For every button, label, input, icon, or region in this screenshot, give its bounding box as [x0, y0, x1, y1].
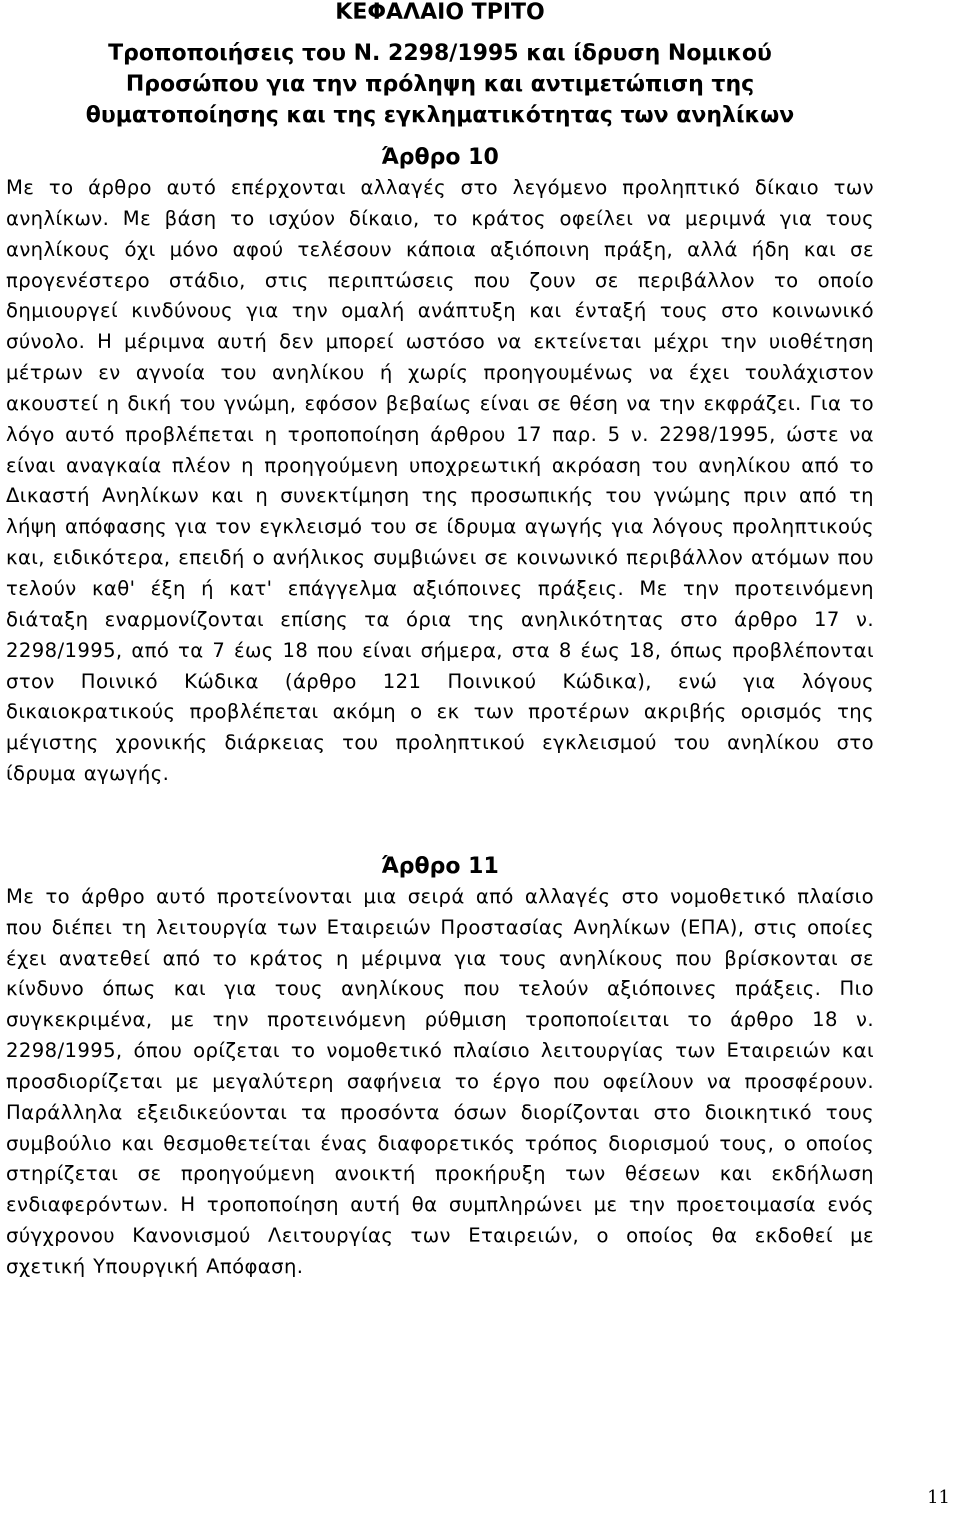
article-11-text: Με το άρθρο αυτό προτείνονται μια σειρά από αλλαγές στο νομοθετικό πλαίσιο που διέπει τη λειτουργία των Εταιρειών Προστασίας Ανηλίκων (ΕΠΑ), στις οποίες έχει ανατεθεί από το κράτος η μέριμνα για τους ανηλίκους που βρίσκονται σε κίνδυνο όπως και για τους ανηλίκους που τελούν αξιόποινες πράξεις. Πιο συγκεκριμένα, με την προτεινόμενη ρύθμιση τροποποίειται το άρθρο 18 ν. 2298/1995, όπου ορίζεται το νομοθετικό πλαίσιο λειτουργίας των Εταιρειών και προσδιορίζεται με μεγαλύτερη σαφήνεια το έργο που οφείλουν να προσφέρουν. Παράλληλα εξειδικεύονται τα προσόντα όσων διορίζονται στο διοικητικό τους συμβούλιο και θεσμοθετείται ένας διαφορετικός τρόπος διορισμού τους, ο οποίος στηρίζεται σε προηγούμενη ανοικτή προκήρυξη των θέσεων και εκδήλωση ενδιαφερόντων. Η τροποποίηση αυτή θα συμπληρώνει με την προετοιμασία ενός σύγχρονου Κανονισμού Λειτουργίας των Εταιρειών, ο οποίος θα εκδοθεί με σχετική Υπουργική Απόφαση. [6, 884, 874, 1278]
article-10-text: Με το άρθρο αυτό επέρχονται αλλαγές στο λεγόμενο προληπτικό δίκαιο των ανηλίκων. Με βάση το ισχύον δίκαιο, το κράτος οφείλει να μεριμνά για τους ανηλίκους όχι μόνο αφού τελέσουν κάποια αξιόποινη πράξη, αλλά ήδη και σε προγενέστερο στάδιο, στις περιπτώσεις που ζουν σε περιβάλλον το οποίο δημιουργεί κινδύνους για την ομαλή ανάπτυξη και ένταξή τους στο κοινωνικό σύνολο. Η μέριμνα αυτή δεν μπορεί ωστόσο να εκτείνεται μέχρι την υιοθέτηση μέτρων εν αγνοία του ανηλίκου ή χωρίς προηγουμένως να έχει τουλάχιστον ακουστεί η δική του γνώμη, εφόσον βεβαίως είναι σε θέση να την εκφράζει. Για το λόγο αυτό προβλέπεται η τροποποίηση άρθρου 17 παρ. 5 ν. 2298/1995, ώστε να είναι αναγκαία πλέον η προηγούμενη υποχρεωτική ακρόαση του ανηλίκου από το Δικαστή Ανηλίκων και η συνεκτίμηση της προσωπικής του γνώμης πριν από τη λήψη απόφασης για τον εγκλεισμό του σε ίδρυμα αγωγής για λόγους προληπτικούς και, ειδικότερα, επειδή ο ανήλικος συμβιώνει σε κοινωνικό περιβάλλον ατόμων που τελούν καθ' έξη ή κατ' επάγγελμα αξιόποινες πράξεις. Με την προτεινόμενη διάταξη εναρμονίζονται επίσης τα όρια της ανηλικότητας στο άρθρο 17 ν. 2298/1995, από τα 7 έως 18 που είναι σήμερα, στα 8 έως 18, όπως προβλέπονται στον Ποινικό Κώδικα (άρθρο 121 Ποινικού Κώδικα), ενώ για λόγους δικαιοκρατικούς προβλέπεται ακόμη ο εκ των προτέρων ακριβής ορισμός της μέγιστης χρονικής διάρκειας του προληπτικού εγκλεισμού του ανηλίκου στο ίδρυμα αγωγής. [6, 176, 874, 786]
page-number: 11 [927, 1487, 950, 1508]
chapter-title: ΚΕΦΑΛΑΙΟ ΤΡΙΤΟ [335, 0, 545, 25]
chapter-subtitle: Τροποποιήσεις του Ν. 2298/1995 και ίδρυση Νομικού Προσώπου για την πρόληψη και αντιμετώπιση της θυματοποίησης και της εγκληματικότητας των ανηλίκων [85, 41, 795, 128]
document-page [6, 0, 874, 1283]
article-11-heading: Άρθρο 11 [381, 853, 499, 879]
article-10-heading: Άρθρο 10 [381, 145, 499, 170]
